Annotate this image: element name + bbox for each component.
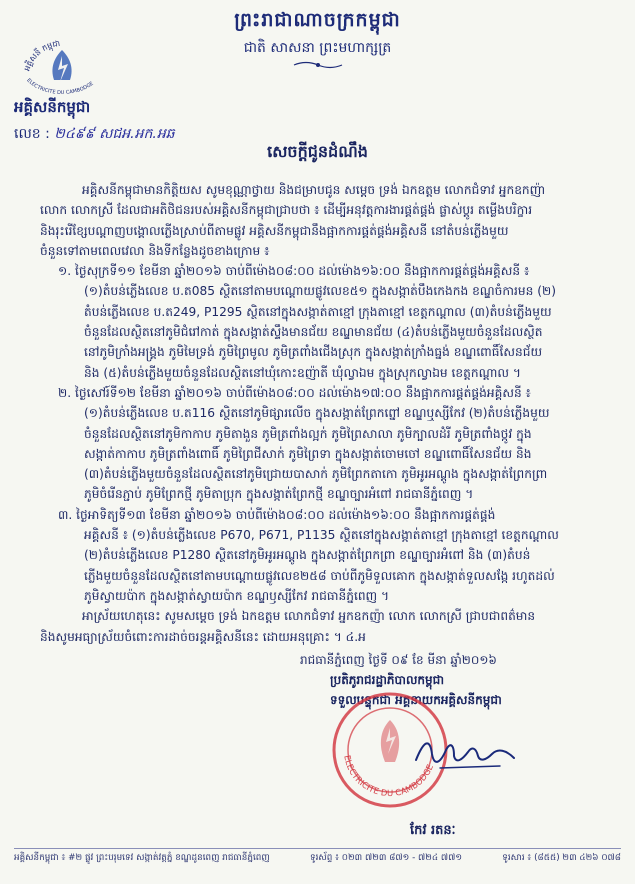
- footer: [14, 852, 621, 865]
- item2-line: ចំនួនដែលស្ថិតនៅភូមិកាកាប ភូមិតាងួន ភូមិត្រពាំងល្អក់ ភូមិព្រៃសាលា ភូមិក្បាលដំរី ភូមិត្រពាំងថ្កូវ ក្នុង: [84, 426, 532, 441]
- closing-line: អាស្រ័យហេតុនេះ សូមសម្តេច ទ្រង់ ឯកឧត្តម លោកជំទាវ អ្នកឧកញ៉ា លោក លោកស្រី ជ្រាបជាពត៌មាន: [82, 609, 536, 624]
- intro-line: ចំនួនទៅតាមពេលវេលា និងទីកន្លែងដូចខាងក្រោម ៖: [40, 243, 270, 258]
- item1-line: ១. ថ្ងៃសុក្រទី១១ ខែមីនា ឆ្នាំ២០១៦ ចាប់ពីម៉ោង០៨:០០ ដល់ម៉ោង១៦:០០ នឹងផ្អាកការផ្គត់ផ្គង់អគ្គិសនី ៖: [58, 264, 530, 279]
- item1-line: នៅភូមិក្រាំងអង្គ្រង ភូមិមៃទ្រង់ ភូមិព្រៃមូល ភូមិត្រពាំងជើងស្រុក ក្នុងសង្កាត់ក្រាំងធ្នង់ ខណ្ឌពោធិ៍សែនជ័យ: [84, 345, 543, 360]
- footer-fax: ទូរសារ ៖ (៨៥៥) ២៣ ៤២៦ ០៧៨: [502, 853, 621, 863]
- item2-line: ២. ថ្ងៃសៅរ៍ទី១២ ខែមីនា ឆ្នាំ២០១៦ ចាប់ពីម៉ោង០៨:០០ ដល់ម៉ោង១៧:០០ នឹងផ្អាកការផ្គត់ផ្គង់អគ្គិសនី ៖: [58, 385, 531, 400]
- organization-name: អគ្គិសនីកម្ពុជា: [14, 98, 91, 116]
- intro-line: និងរុះរើខ្សែបណ្តាញបង្គោលភ្លើងស្រាប់ពីតាមផ្លូវ អគ្គិសនីកម្ពុជានឹងផ្អាកការផ្គត់ផ្គង់អគ្គិសនី នៅតំបន់ភ្លើងមួយ: [40, 223, 509, 238]
- item1-line: ចំនួនដែលស្ថិតនៅភូមិជំរៅកាត់ ក្នុងសង្កាត់ស្ទឹងមានជ័យ ខណ្ឌមានជ័យ (៤)តំបន់ភ្លើងមួយចំនួនដែលស្ថិត: [84, 325, 543, 340]
- logo-text-bottom: ELECTRICITE DU CAMBODGE: [25, 77, 95, 96]
- item1-line: និង (៥)តំបន់ភ្លើងមួយចំនួនដែលស្ថិតនៅឃុំកោះឧញ៉ាតី ឃុំល្វាឯម ក្នុងស្រុកល្វាឯម ខេត្តកណ្តាល ។: [84, 365, 521, 380]
- logo-text-top: អគ្គិសនី កម្ពុជា: [22, 38, 61, 73]
- item2-line: សង្កាត់កាកាប ភូមិត្រពាំងពោធិ៍ ភូមិព្រៃជីសាក់ ភូមិព្រៃទា ក្នុងសង្កាត់ចោមចៅ ខណ្ឌពោធិ៍សែនជ័យ និង: [84, 446, 532, 461]
- item1-line: (១)តំបន់ភ្លើងលេខ ប.ត085 ស្ថិតនៅតាមបណ្តោយផ្លូវលេខ៥១ ក្នុងសង្កាត់បឹងកេងកង ខណ្ឌចំការមន (២): [84, 284, 556, 299]
- footer-address: អគ្គិសនីកម្ពុជា ៖ #២ ផ្លូវ ព្រះបរុមទេវ សង្កាត់វត្តភ្នំ ខណ្ឌដូនពេញ រាជធានីភ្នំពេញ: [14, 853, 270, 863]
- ornament-divider: [292, 60, 344, 70]
- item2-line: (៣)តំបន់ភ្លើងមួយចំនួនដែលស្ថិតនៅភូមិជ្រោយបាសាក់ ភូមិព្រែកតាកោ ភូមិអូរអណ្តូង ក្នុងសង្កាត់ព្រែកព្រា: [84, 467, 548, 482]
- signatory-title-2: ទទួលបន្ទុកជា អគ្គនាយកអគ្គិសនីកម្ពុជា: [330, 693, 502, 707]
- item3-line: ៣. ថ្ងៃអាទិត្យទី១៣ ខែមីនា ឆ្នាំ២០១៦ ចាប់ពីម៉ោង០៨:០០ ដល់ម៉ោង១៦:០០ នឹងផ្អាកការផ្គត់ផ្គង់: [58, 507, 496, 522]
- stamp-text: ELECTRICITE DU CAMBODGE: [341, 754, 436, 799]
- item2-line: ភូមិចំរើនភ្ជាប់ ភូមិព្រែកថ្មី ភូមិតាប្រុក ក្នុងសង្កាត់ព្រែកថ្មី ខណ្ឌច្បារអំពៅ រាជធានីភ្នំពេញ ។: [84, 487, 474, 502]
- svg-text:ELECTRICITE DU CAMBODGE: [25, 78, 94, 96]
- item3-line: ភ្លើងមួយចំនួនដែលស្ថិតនៅតាមបណ្តោយផ្លូវលេខ២៥៨ ចាប់ពីភូមិទួលគោក ក្នុងសង្កាត់ទួលសង្កែ រហូតដល់: [84, 568, 555, 583]
- closing-line: និងសូមអធ្យាស្រ័យចំពោះការដាច់ចរន្តអគ្គិសនីនេះ ដោយអនុគ្រោះ ។ ៤.អ: [40, 629, 366, 644]
- footer-divider: [14, 848, 621, 849]
- signing-date: រាជធានីភ្នំពេញ ថ្ងៃទី ០៩ ខែ មីនា ឆ្នាំ២០១៦: [300, 653, 497, 667]
- item3-line: អគ្គិសនី ៖ (១)តំបន់ភ្លើងលេខ P670, P671, P1135 ស្ថិតនៅក្នុងសង្កាត់តាខ្មៅ ក្រុងតាខ្មៅ ខេត្តកណ្តាល: [84, 528, 559, 543]
- reference-value: ២៤៩៩ សជអ.អក.អឆ: [54, 126, 175, 142]
- reference-label: លេខ :: [14, 126, 50, 142]
- national-motto: ជាតិ សាសនា ព្រះមហាក្សត្រ: [243, 40, 392, 56]
- handwritten-signature: [410, 720, 520, 780]
- item2-line: (១)តំបន់ភ្លើងលេខ ប.ត116 ស្ថិតនៅភូមិផ្សារលើច ក្នុងសង្កាត់ព្រែកព្នៅ ខណ្ឌឬស្សីកែវ (២)តំបន់ភ្លើងមួយ: [84, 406, 550, 421]
- notice-body: [40, 180, 608, 647]
- signer-name: កែវ រតនៈ: [410, 823, 456, 838]
- document-title: សេចក្តីជូនដំណឹង: [267, 142, 368, 161]
- item3-line: (២)តំបន់ភ្លើងលេខ P1280 ស្ថិតនៅភូមិអូរអណ្តូង ក្នុងសង្កាត់ព្រែកព្រា ខណ្ឌច្បារអំពៅ និង (៣)តំបន់: [84, 548, 531, 563]
- item3-line: ភូមិស្វាយប៉ាក ក្នុងសង្កាត់ស្វាយប៉ាក ខណ្ឌឫស្សីកែវ រាជធានីភ្នំពេញ ។: [84, 588, 390, 603]
- footer-phone: ទូរស័ព្ទ ៖ ០២៣ ៧២៣ ៨៧១ - ៧២៤ ៧៧១: [309, 853, 463, 863]
- intro-line: អគ្គិសនីកម្ពុជាមានកិត្តិយស សូមខុណ្ណាថ្វាយ និងជម្រាបជូន សម្តេច ទ្រង់ ឯកឧត្តម លោកជំទាវ អ្នកឧកញ៉ា: [82, 183, 546, 197]
- item1-line: តំបន់ភ្លើងលេខ ប.ត249, P1295 ស្ថិតនៅក្នុងសង្កាត់តាខ្មៅ ក្រុងតាខ្មៅ ខេត្តកណ្តាល (៣)តំបន់ភ្លើងមួយ: [84, 304, 552, 319]
- intro-line: លោក លោកស្រី ដែលជាអតិថិជនរបស់អគ្គិសនីកម្ពុជាជ្រាបថា ៖ ដើម្បីអនុវត្តការងារផ្គត់ផ្គង់ ផ្លាស់ប្តូរ តម្លើងបរិក្ខារ: [40, 203, 533, 218]
- kingdom-heading: ព្រះរាជាណាចក្រកម្ពុជា: [234, 9, 401, 31]
- signatory-title-1: ប្រតិភូរាជរដ្ឋាភិបាលកម្ពុជា: [330, 673, 445, 687]
